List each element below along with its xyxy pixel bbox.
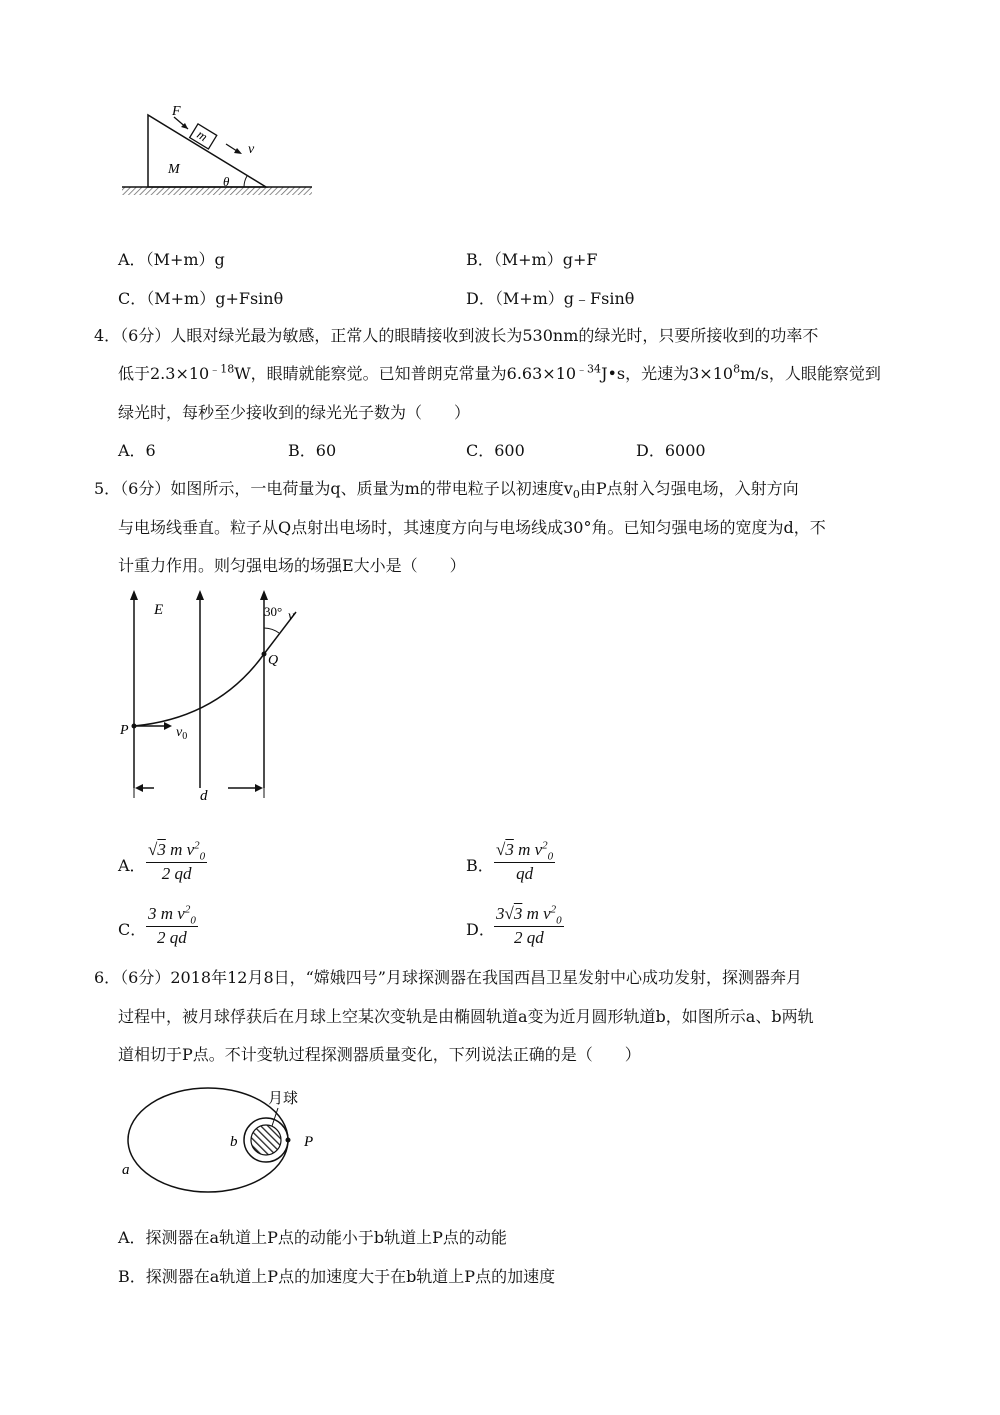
a-label: a — [122, 1162, 130, 1178]
orbit-figure — [118, 1076, 338, 1206]
theta-arc — [244, 176, 247, 187]
q5-option-c-letter: C． — [118, 920, 147, 939]
q6-line-2: 过程中，被月球俘获后在月球上空某次变轨是由椭圆轨道a变为近月圆形轨道b，如图所示a、b两轨 — [118, 1007, 814, 1026]
p-label: P — [304, 1134, 314, 1150]
p-label: P — [120, 723, 129, 738]
q6-option-b: B．探测器在a轨道上P点的加速度大于在b轨道上P点的加速度 — [118, 1267, 556, 1286]
q4-option-b: B．60 — [288, 441, 337, 460]
q4-line-1: 4．（6分）人眼对绿光最为敏感，正常人的眼睛接收到波长为530nm的绿光时，只要所接收到的功率不 — [94, 326, 819, 345]
d-label: d — [200, 788, 208, 804]
q5-option-d-letter: D． — [466, 920, 495, 939]
velocity-label: v — [248, 142, 255, 157]
q5-option-b-fraction: $\frac{√3 m v^2_0}{qd}$ — [496, 839, 554, 883]
block-m — [190, 124, 217, 149]
q5-option-d-fraction: $\frac{3√3 m v^2_0}{2 qd}$ — [496, 903, 562, 947]
incline-figure — [118, 103, 318, 213]
q5-line-2: 与电场线垂直。粒子从Q点射出电场时，其速度方向与电场线成30°角。已知匀强电场的宽度为d，不 — [118, 518, 826, 537]
q6-option-a: A．探测器在a轨道上P点的动能小于b轨道上P点的动能 — [118, 1228, 507, 1247]
q3-option-b: B．（M+m）g+F — [466, 250, 598, 269]
moon-label: 月球 — [268, 1089, 299, 1107]
v0-label: $v_0$ — [176, 725, 188, 742]
q5-line-3: 计重力作用。则匀强电场的场强E大小是（ ） — [118, 556, 466, 575]
q4-line-2: 低于$2.3\times 10^{﹣18}W$，眼睛就能察觉。已知普朗克常量为$6.63\times 10^{﹣34}J•s$，光速为$3\times 10^8m/s$，人眼能察觉到 — [118, 362, 881, 383]
q3-option-c: C．（M+m）g+Fsinθ — [118, 289, 284, 308]
force-label: F — [172, 104, 181, 119]
electric-field-figure — [118, 588, 295, 808]
q3-option-a: A．（M+m）g — [118, 250, 225, 269]
v-label: v — [288, 609, 295, 624]
q3-option-d: D．（M+m）g﹣Fsinθ — [466, 289, 635, 308]
b-label: b — [230, 1134, 238, 1150]
trajectory — [134, 654, 264, 726]
theta-label: θ — [223, 174, 230, 189]
q4-line-3: 绿光时，每秒至少接收到的绿光光子数为（ ） — [118, 403, 471, 422]
block-m-label: m — [194, 126, 211, 145]
q6-line-1: 6．（6分）2018年12月8日，“嫦娥四号”月球探测器在我国西昌卫星发射中心成功发射，探测器奔月 — [94, 968, 802, 987]
q-label: Q — [268, 653, 279, 668]
q5-option-a-fraction: $\frac{√3 m v^2_0}{2 qd}$ — [148, 839, 206, 883]
q4-option-c: C．600 — [466, 441, 525, 460]
q5-line-1: 5．（6分）如图所示，一电荷量为q、质量为m的带电粒子以初速度$v_0$由P点射入匀强电场，入射方向 — [94, 479, 799, 502]
q6-line-3: 道相切于P点。不计变轨过程探测器质量变化，下列说法正确的是（ ） — [118, 1045, 641, 1064]
wedge-label: M — [168, 162, 180, 177]
ground-surface — [122, 187, 312, 195]
point-p — [286, 1138, 291, 1143]
q4-option-d: D．6000 — [636, 441, 706, 460]
moon — [251, 1125, 281, 1155]
angle-arc — [264, 628, 279, 633]
q5-option-a-letter: A． — [118, 856, 146, 875]
angle-label: 30° — [264, 604, 283, 619]
q4-option-a: A．6 — [118, 441, 156, 460]
q5-option-c-fraction: $\frac{3 m v^2_0}{2 qd}$ — [148, 903, 196, 947]
q5-option-b-letter: B． — [466, 856, 494, 875]
e-label: E — [154, 602, 164, 618]
